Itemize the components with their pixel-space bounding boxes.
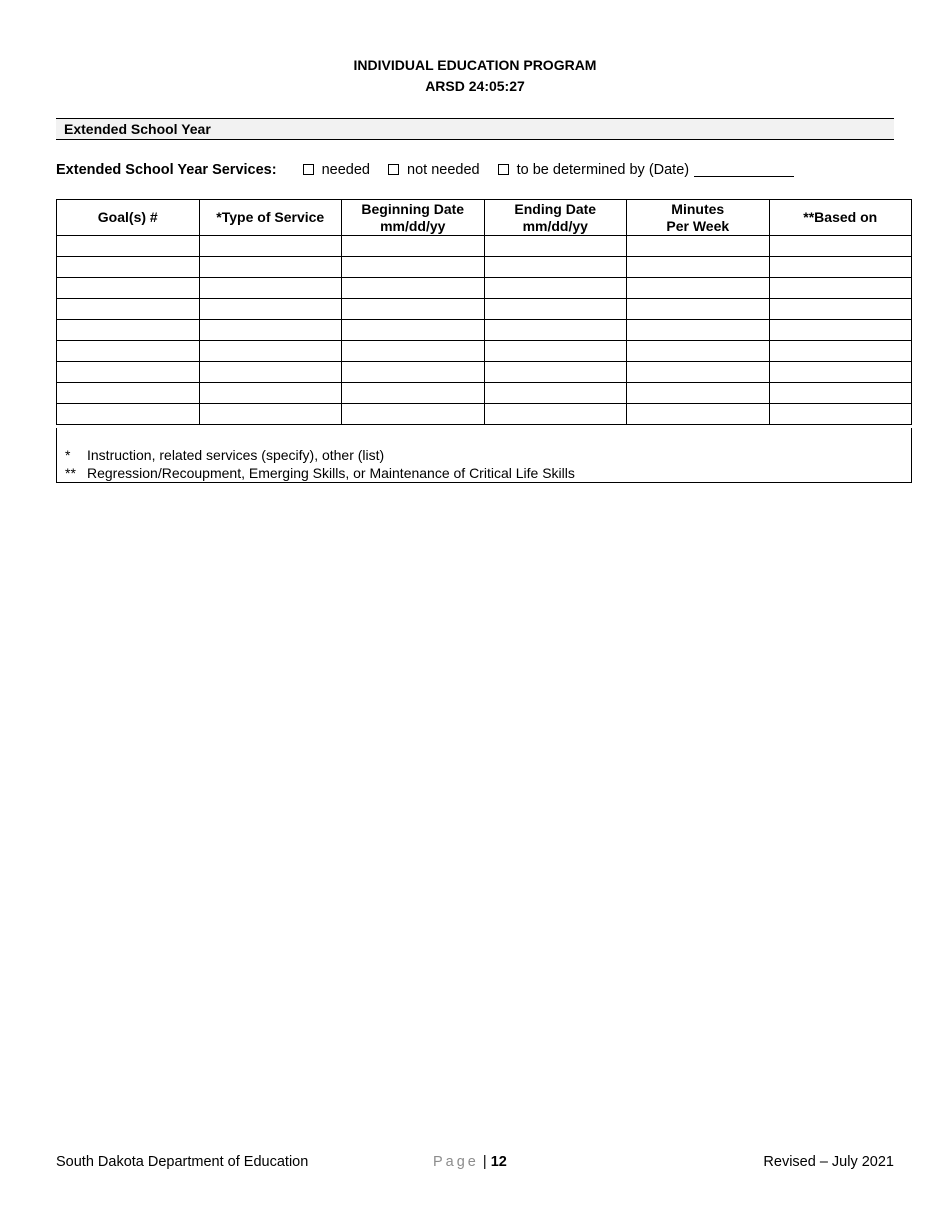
table-cell[interactable] xyxy=(769,257,912,278)
footnote-marker: ** xyxy=(65,465,76,481)
section-title: Extended School Year xyxy=(64,121,211,137)
table-cell[interactable] xyxy=(627,362,770,383)
column-header: Beginning Date mm/dd/yy xyxy=(342,200,485,236)
table-cell[interactable] xyxy=(57,404,200,425)
table-row xyxy=(57,362,912,383)
table-row xyxy=(57,299,912,320)
footnote-text: Regression/Recoupment, Emerging Skills, or Maintenance of Critical Life Skills xyxy=(87,465,575,481)
table-cell[interactable] xyxy=(199,278,342,299)
table-row xyxy=(57,278,912,299)
table-cell[interactable] xyxy=(57,278,200,299)
table-header-row xyxy=(57,200,912,236)
esy-option-tbd[interactable] xyxy=(498,162,794,178)
table-cell[interactable] xyxy=(627,404,770,425)
table-cell[interactable] xyxy=(342,257,485,278)
table-cell[interactable] xyxy=(484,341,627,362)
esy-option-not-needed[interactable] xyxy=(388,162,480,178)
table-cell[interactable] xyxy=(342,383,485,404)
table-cell[interactable] xyxy=(199,362,342,383)
table-cell[interactable] xyxy=(199,341,342,362)
option-label: not needed xyxy=(407,162,480,178)
table-cell[interactable] xyxy=(627,320,770,341)
footnote-based-on xyxy=(65,465,575,481)
footnote-text: Instruction, related services (specify), other (list) xyxy=(87,447,385,463)
table-cell[interactable] xyxy=(627,278,770,299)
table-cell[interactable] xyxy=(199,299,342,320)
page-separator: | xyxy=(482,1154,487,1170)
checkbox-tbd[interactable] xyxy=(498,164,509,175)
table-cell[interactable] xyxy=(769,383,912,404)
footnotes-box xyxy=(56,428,912,483)
table-cell[interactable] xyxy=(199,404,342,425)
option-label: to be determined by (Date) xyxy=(516,162,690,178)
table-cell[interactable] xyxy=(769,299,912,320)
footnote-type-of-service xyxy=(65,447,384,463)
table-cell[interactable] xyxy=(769,278,912,299)
table-cell[interactable] xyxy=(57,299,200,320)
option-label: needed xyxy=(321,162,370,178)
table-cell[interactable] xyxy=(57,257,200,278)
table-cell[interactable] xyxy=(484,320,627,341)
table-cell[interactable] xyxy=(484,299,627,320)
table-cell[interactable] xyxy=(769,236,912,257)
table-row xyxy=(57,257,912,278)
column-header: Ending Date mm/dd/yy xyxy=(484,200,627,236)
table-cell[interactable] xyxy=(57,320,200,341)
checkbox-not-needed[interactable] xyxy=(388,164,399,175)
table-cell[interactable] xyxy=(769,341,912,362)
table-cell[interactable] xyxy=(57,362,200,383)
table-row xyxy=(57,320,912,341)
table-cell[interactable] xyxy=(57,236,200,257)
form-title: INDIVIDUAL EDUCATION PROGRAM xyxy=(353,57,597,73)
footer-department: South Dakota Department of Education xyxy=(56,1154,309,1170)
footer-page-number xyxy=(433,1154,507,1170)
table-cell[interactable] xyxy=(627,257,770,278)
table-cell[interactable] xyxy=(342,404,485,425)
table-cell[interactable] xyxy=(484,236,627,257)
table-cell[interactable] xyxy=(484,404,627,425)
form-subtitle: ARSD 24:05:27 xyxy=(425,78,525,94)
column-header: Minutes Per Week xyxy=(627,200,770,236)
page-number: 12 xyxy=(490,1154,507,1170)
table-cell[interactable] xyxy=(342,341,485,362)
table-cell[interactable] xyxy=(769,404,912,425)
table-cell[interactable] xyxy=(199,383,342,404)
column-header: *Type of Service xyxy=(199,200,342,236)
table-cell[interactable] xyxy=(484,362,627,383)
column-header: **Based on xyxy=(769,200,912,236)
footnote-marker: * xyxy=(65,447,71,463)
esy-services-row xyxy=(56,162,808,178)
table-cell[interactable] xyxy=(342,236,485,257)
checkbox-needed[interactable] xyxy=(303,164,314,175)
table-cell[interactable] xyxy=(199,320,342,341)
table-cell[interactable] xyxy=(57,383,200,404)
table-cell[interactable] xyxy=(769,362,912,383)
page-word: Page xyxy=(433,1154,479,1170)
table-cell[interactable] xyxy=(627,383,770,404)
table-body xyxy=(57,236,912,425)
table-cell[interactable] xyxy=(342,299,485,320)
table-cell[interactable] xyxy=(57,341,200,362)
table-cell[interactable] xyxy=(199,257,342,278)
footer-revised: Revised – July 2021 xyxy=(763,1154,894,1170)
table-row xyxy=(57,383,912,404)
table-cell[interactable] xyxy=(342,362,485,383)
table-cell[interactable] xyxy=(342,278,485,299)
table-cell[interactable] xyxy=(627,236,770,257)
section-header xyxy=(56,118,894,140)
table-cell[interactable] xyxy=(769,320,912,341)
column-header: Goal(s) # xyxy=(57,200,200,236)
table-row xyxy=(57,236,912,257)
esy-services-label: Extended School Year Services: xyxy=(56,162,277,178)
table-cell[interactable] xyxy=(484,383,627,404)
date-blank-field[interactable] xyxy=(694,164,794,177)
table-cell[interactable] xyxy=(342,320,485,341)
table-cell[interactable] xyxy=(484,278,627,299)
table-cell[interactable] xyxy=(627,341,770,362)
table-cell[interactable] xyxy=(484,257,627,278)
table-cell[interactable] xyxy=(627,299,770,320)
esy-services-table xyxy=(56,199,912,425)
table-cell[interactable] xyxy=(199,236,342,257)
table-row xyxy=(57,341,912,362)
esy-option-needed[interactable] xyxy=(303,162,370,178)
table-row xyxy=(57,404,912,425)
